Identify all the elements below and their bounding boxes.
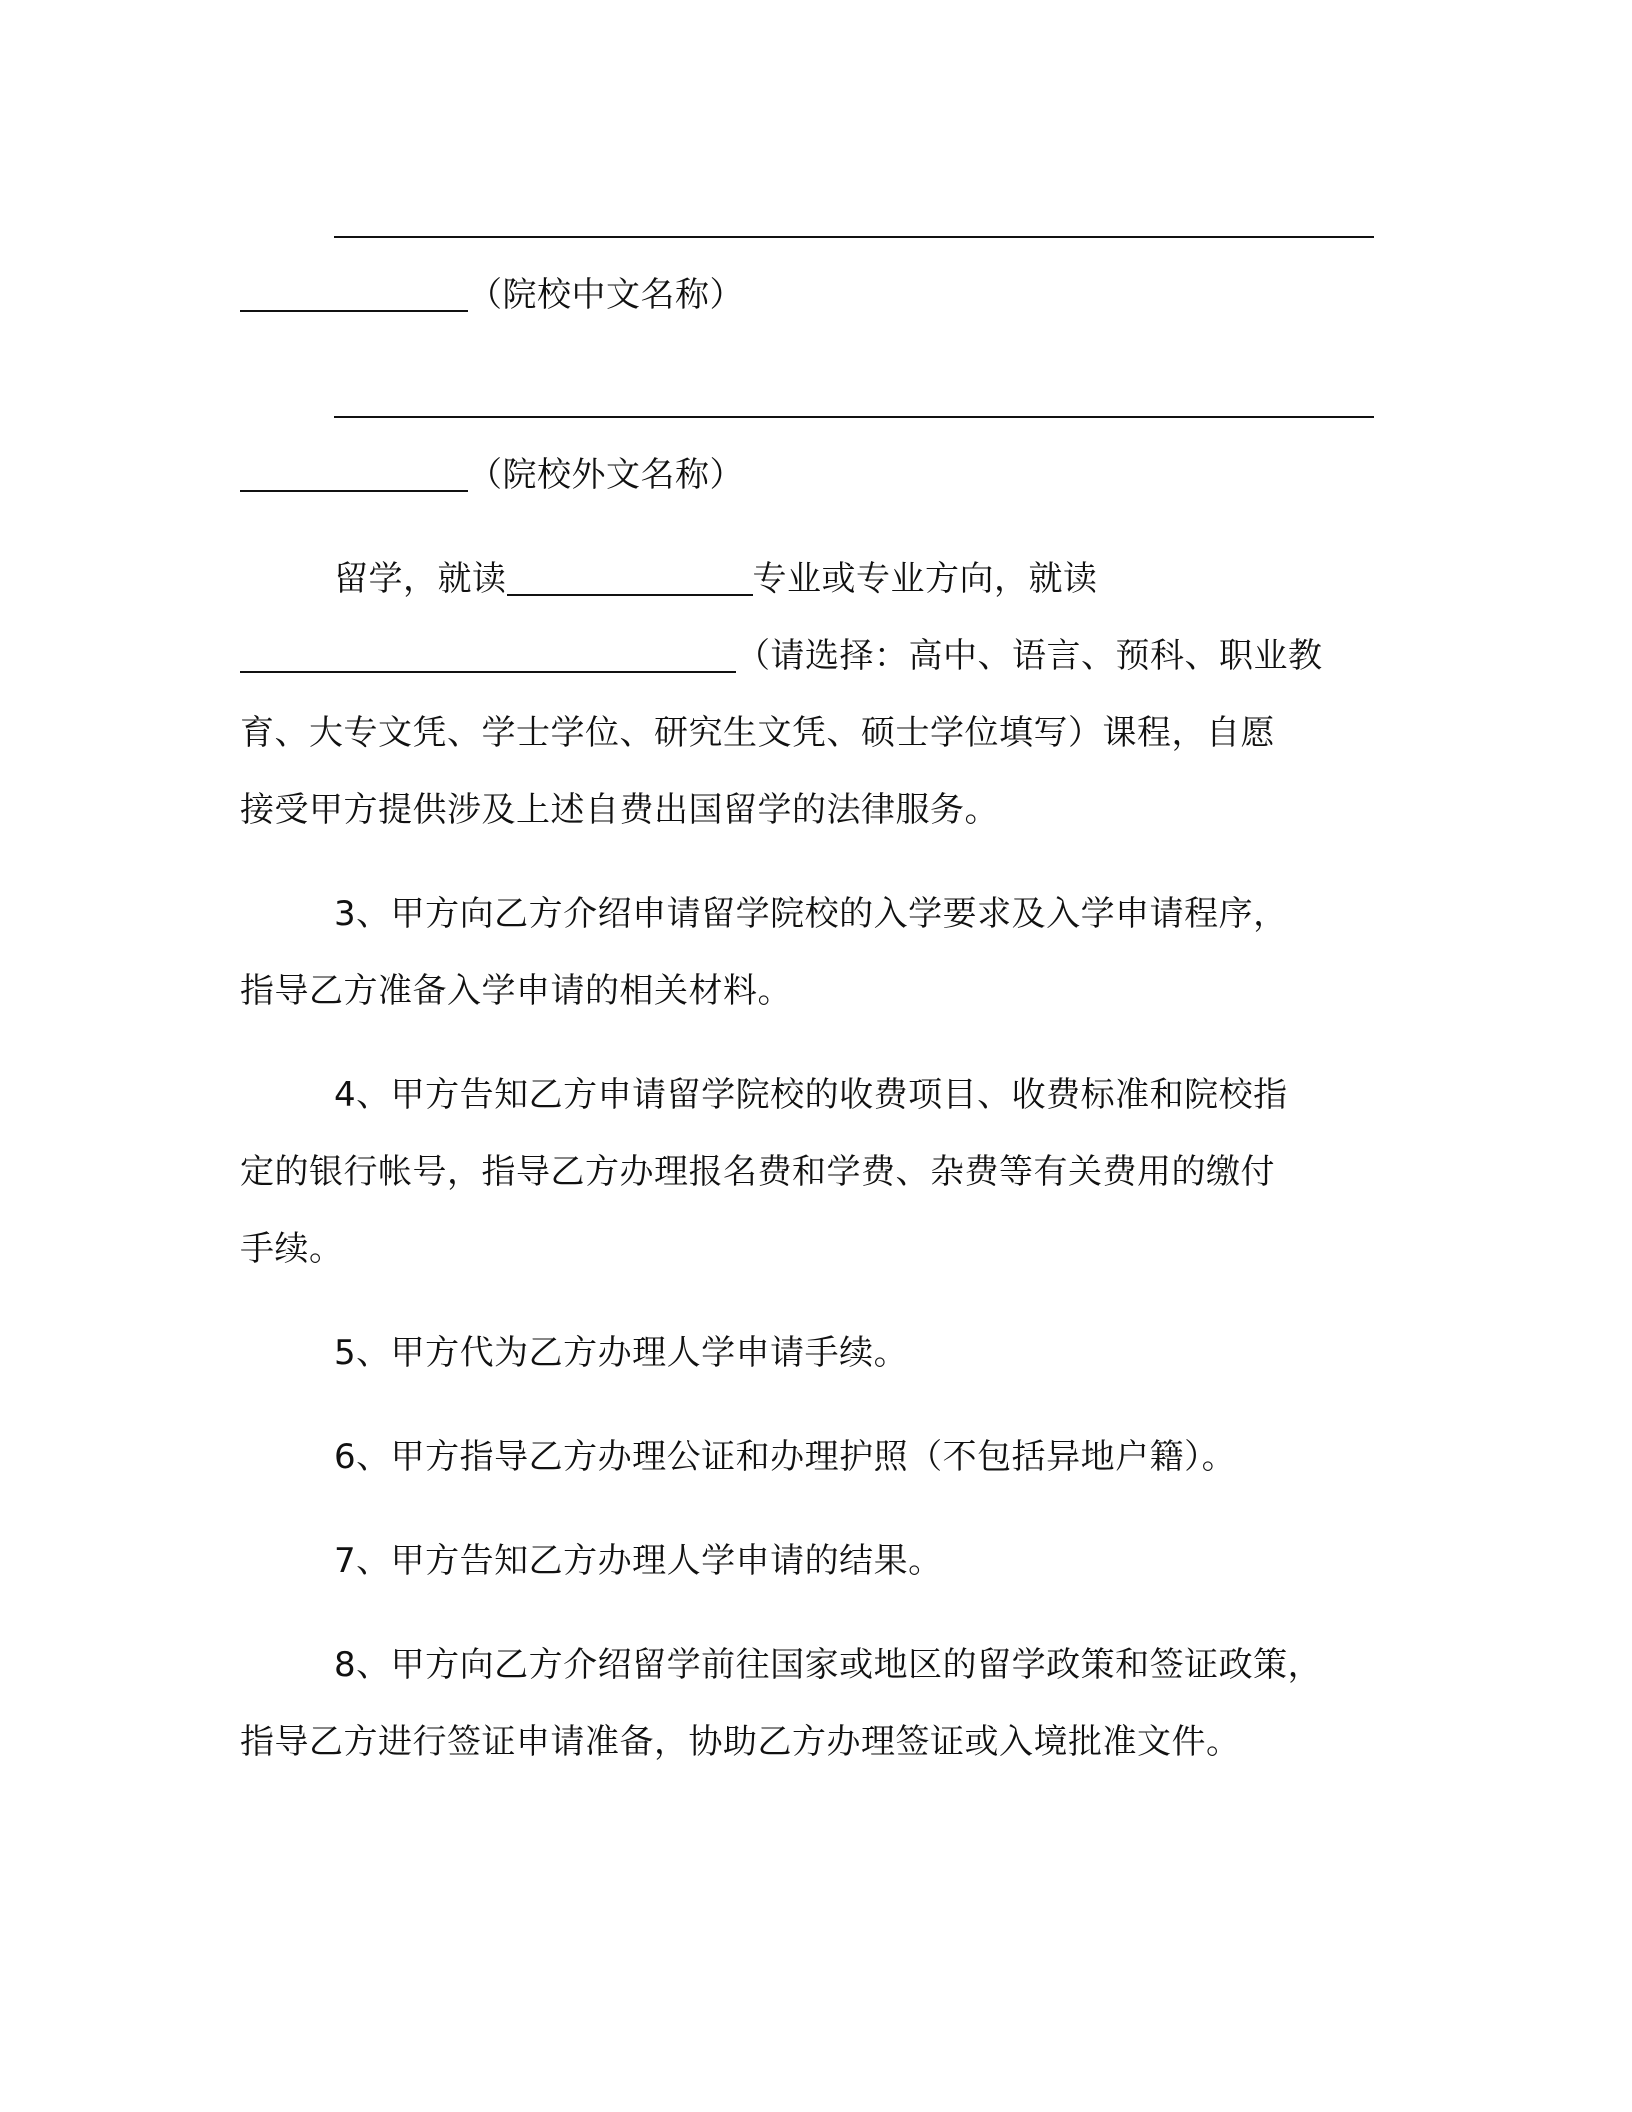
study-para-line-4: 接受甲方提供涉及上述自费出国留学的法律服务。 bbox=[240, 790, 999, 830]
item-4-line-3: 手续。 bbox=[240, 1229, 344, 1269]
item-8-line-1: 8、甲方向乙方介绍留学前往国家或地区的留学政策和签证政策， bbox=[334, 1645, 1323, 1685]
item-6-line-1: 6、甲方指导乙方办理公证和办理护照（不包括异地户籍）。 bbox=[334, 1437, 1237, 1477]
item-7-line-1: 7、甲方告知乙方办理人学申请的结果。 bbox=[334, 1541, 943, 1581]
item-3-line-2: 指导乙方准备入学申请的相关材料。 bbox=[240, 971, 792, 1011]
field-cn-row bbox=[240, 275, 1390, 315]
blank-major bbox=[507, 594, 753, 596]
study-para-line-2 bbox=[240, 636, 1390, 676]
blank-course-level bbox=[240, 671, 736, 673]
item-8-line-2: 指导乙方进行签证申请准备，协助乙方办理签证或入境批准文件。 bbox=[240, 1722, 1241, 1762]
item-3-line-1: 3、甲方向乙方介绍申请留学院校的入学要求及入学申请程序， bbox=[334, 894, 1288, 934]
blank-line-foreign-name bbox=[334, 416, 1374, 418]
field-foreign-row bbox=[240, 455, 1390, 495]
blank-line-cn-name bbox=[334, 236, 1374, 238]
study-seg-3: （请选择：高中、语言、预科、职业教 bbox=[736, 636, 1323, 676]
study-seg-1: 留学，就读 bbox=[334, 559, 507, 599]
item-5-line-1: 5、甲方代为乙方办理人学申请手续。 bbox=[334, 1333, 909, 1373]
blank-cn-name-tail bbox=[240, 310, 468, 312]
blank-foreign-name-tail bbox=[240, 490, 468, 492]
field-foreign-label: （院校外文名称） bbox=[468, 455, 744, 495]
field-cn-label: （院校中文名称） bbox=[468, 275, 744, 315]
item-4-line-1: 4、甲方告知乙方申请留学院校的收费项目、收费标准和院校指 bbox=[334, 1075, 1288, 1115]
study-seg-2: 专业或专业方向，就读 bbox=[752, 559, 1098, 599]
study-para-line-1 bbox=[334, 559, 1394, 599]
item-4-line-2: 定的银行帐号，指导乙方办理报名费和学费、杂费等有关费用的缴付 bbox=[240, 1152, 1275, 1192]
study-para-line-3: 育、大专文凭、学士学位、研究生文凭、硕士学位填写）课程，自愿 bbox=[240, 713, 1275, 753]
